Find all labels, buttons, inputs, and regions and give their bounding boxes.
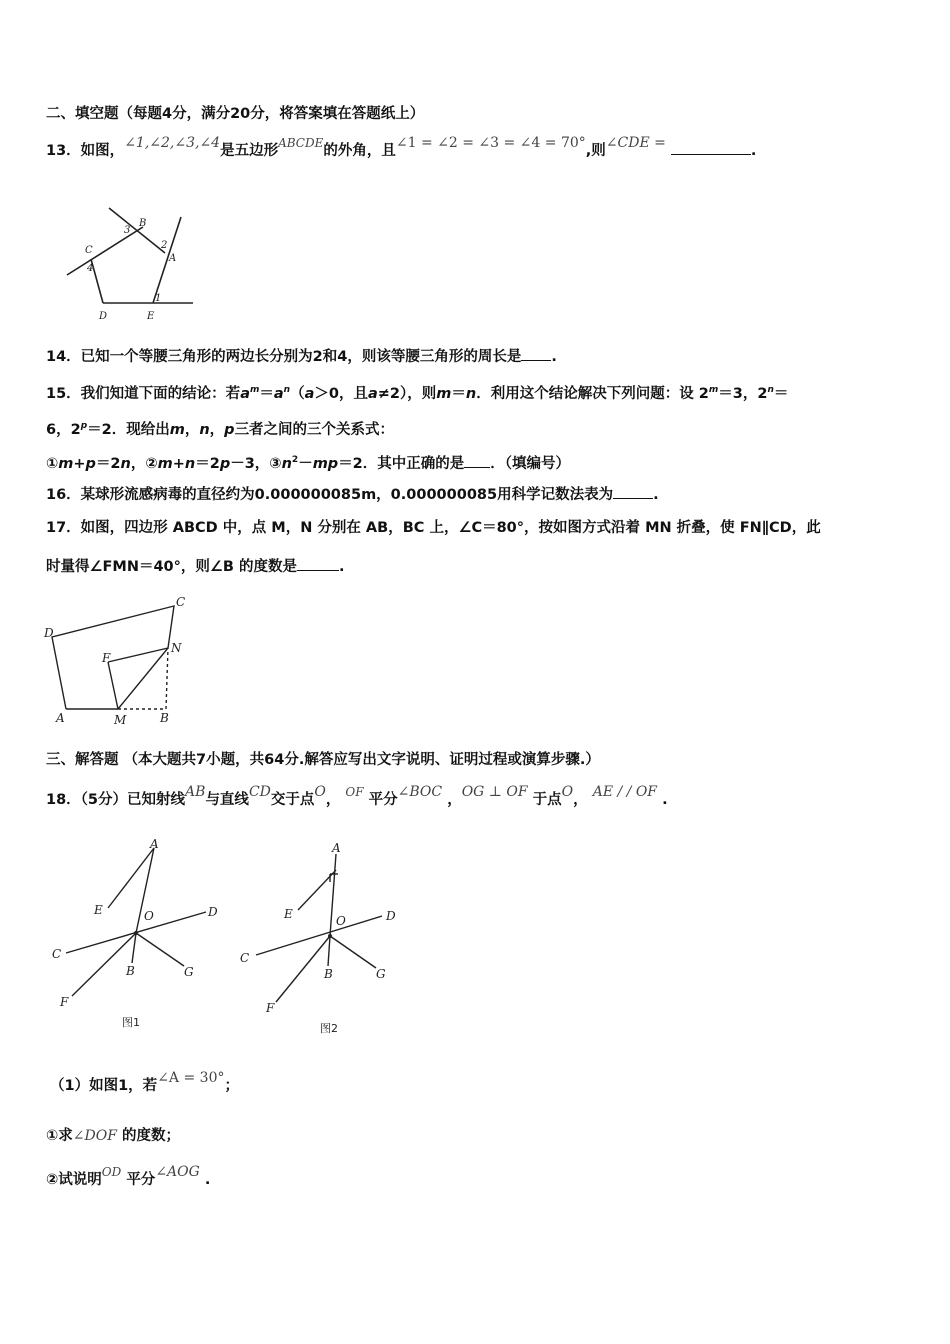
- q13-fig-label-3: 3: [124, 225, 131, 236]
- q17-fig-label-a: A: [56, 711, 65, 725]
- q15-text: 6，2: [46, 421, 81, 438]
- quadrilateral-figure: [42, 592, 202, 732]
- q18-fig1-label-o: O: [144, 909, 154, 923]
- q16-answer-blank[interactable]: [613, 484, 653, 499]
- q13-fig-label-d: D: [99, 311, 108, 322]
- q18-text-part: ，: [325, 792, 341, 808]
- q15-text: －3，③: [230, 455, 282, 472]
- q18-math: O: [561, 784, 574, 800]
- q15-var: p: [219, 455, 231, 472]
- q15-text: ＝2．现给出: [87, 421, 170, 438]
- q15-var: a: [273, 385, 284, 402]
- q15-text: ＝: [451, 385, 466, 402]
- q18-fig1-label-f: F: [60, 995, 69, 1009]
- q13-ask: ,则: [585, 143, 606, 159]
- q15-var: m: [58, 455, 74, 472]
- q15-text: ＝: [259, 385, 274, 402]
- q18-fig2-label-a: A: [332, 841, 341, 855]
- q15-text: －: [298, 455, 313, 472]
- q15-text: ＝2: [95, 455, 121, 472]
- q13-fig-label-c: C: [85, 245, 93, 256]
- q15-text: ＝: [773, 385, 789, 402]
- q14-answer-blank[interactable]: [521, 346, 551, 361]
- q15-var: n: [184, 455, 196, 472]
- q18-sub2-math: OD: [101, 1165, 122, 1179]
- q18-math: OG ⊥ OF: [461, 784, 528, 800]
- q17-end: .: [339, 559, 345, 575]
- q18-fig2-label-b: B: [324, 967, 333, 981]
- pentagon-figure: [55, 195, 205, 325]
- q18-text: [46, 784, 668, 810]
- q13-answer-blank[interactable]: [671, 140, 751, 155]
- q18-text-part: 于点: [532, 792, 562, 808]
- q18-text-part: ，: [447, 792, 462, 808]
- q15-line2: [46, 416, 394, 440]
- q15-text: ．（填编号）: [490, 455, 571, 472]
- q15-sup: m: [708, 385, 719, 395]
- section3-heading: 三、解答题 （本大题共7小题，共64分.解答应写出文字说明、证明过程或演算步骤.）: [46, 752, 600, 768]
- q15-sup: p: [80, 421, 88, 431]
- q18-text-part: ，: [573, 792, 588, 808]
- q15-text: 三者之间的三个关系式：: [234, 421, 395, 438]
- q15-text: ，: [184, 421, 200, 438]
- q15-var: m: [169, 421, 185, 438]
- q18-fig2-label-d: D: [386, 909, 396, 923]
- q18-text-part: 18．（5分）已知射线: [46, 792, 186, 808]
- q14-question: 14．已知一个等腰三角形的两边长分别为2和4，则该等腰三角形的周长是: [46, 349, 522, 365]
- q17-fig-label-n: N: [171, 641, 182, 655]
- q13-fig-label-b: B: [139, 218, 147, 229]
- q18-figure-1: [46, 836, 236, 1036]
- q17-fig-label-b: B: [160, 711, 169, 725]
- q18-part1-math: ∠A = 30°: [157, 1070, 225, 1086]
- q18-sub1: [46, 1126, 180, 1146]
- q13-mid2: 的外角，且: [323, 143, 396, 159]
- q15-text: ＞0，且: [314, 385, 368, 402]
- q15-var: p: [85, 455, 96, 472]
- q15-text: ＝2: [195, 455, 220, 472]
- q16-text: [46, 484, 659, 505]
- q13-fig-label-2: 2: [161, 240, 168, 251]
- q15-text: ＝3，2: [718, 385, 768, 402]
- q15-var: m: [157, 455, 173, 472]
- q18-sub2-text: 平分: [126, 1172, 156, 1188]
- q15-text: ①: [46, 455, 59, 472]
- q17-fig-label-c: C: [176, 595, 186, 609]
- q15-answer-blank[interactable]: [464, 453, 490, 468]
- q15-text: 15．我们知道下面的结论：若: [46, 385, 241, 402]
- q13-num: 13．如图，: [46, 143, 125, 159]
- q18-sub2-text: ②试说明: [46, 1172, 102, 1188]
- q18-fig1-caption: 图1: [122, 1016, 140, 1029]
- q18-math: ∠BOC: [397, 784, 443, 800]
- q18-part1: [50, 1070, 239, 1096]
- q15-var: n: [281, 455, 292, 472]
- q15-text: ．利用这个结论解决下列问题：设 2: [476, 385, 709, 402]
- q13-text: [46, 135, 757, 161]
- q18-math: OF: [345, 785, 364, 799]
- q18-sub2-text: .: [204, 1172, 211, 1188]
- q15-var: n: [199, 421, 210, 438]
- q13-angles: ∠1,∠2,∠3,∠4: [124, 135, 221, 151]
- q18-part1-text: ；: [224, 1078, 239, 1094]
- q18-text-part: 与直线: [205, 792, 249, 808]
- q14-text: [46, 346, 557, 367]
- q15-var: m: [436, 385, 452, 402]
- q15-line1: [46, 380, 788, 404]
- q15-var: a: [367, 385, 378, 402]
- q18-fig1-label-b: B: [126, 964, 135, 978]
- q15-text: +: [73, 455, 86, 472]
- q18-sub2: [46, 1164, 211, 1190]
- q15-text: +: [172, 455, 185, 472]
- q18-math: O: [314, 784, 326, 800]
- q18-math: AB: [185, 784, 206, 800]
- q15-var: a: [240, 385, 250, 402]
- section2-heading: 二、填空题（每题4分，满分20分，将答案填在答题纸上）: [46, 106, 425, 122]
- q15-text: ，: [209, 421, 225, 438]
- q13-fig-label-4: 4: [87, 263, 94, 274]
- q16-question: 16．某球形流感病毒的直径约为0.000000085m，0.000000085用科学记数法表为: [46, 487, 614, 503]
- q18-sub1-math: ∠DOF: [72, 1128, 117, 1144]
- q15-var: n: [120, 455, 131, 472]
- q13-fig-label-a: A: [169, 253, 177, 264]
- q13-cond: ∠1 = ∠2 = ∠3 = ∠4 = 70°: [395, 135, 586, 151]
- q18-sub2-math: ∠AOG: [155, 1164, 200, 1180]
- q18-fig1-label-a: A: [150, 837, 159, 851]
- q15-sup: 2: [291, 455, 299, 465]
- q15-sup: n: [767, 385, 774, 395]
- q13-poly: ABCDE: [278, 136, 324, 150]
- q15-text: ≠2），则: [377, 385, 437, 402]
- q17-answer-blank[interactable]: [297, 556, 339, 571]
- q15-line3: [46, 450, 570, 474]
- q18-fig2-label-c: C: [240, 951, 250, 965]
- q17-line1: 17．如图，四边形 ABCD 中，点 M，N 分别在 AB，BC 上，∠C＝80°，按如图方式沿着 MN 折叠，使 FN∥CD，此: [46, 520, 821, 536]
- q18-part1-text: （1）如图1，若: [50, 1078, 158, 1094]
- q18-fig1-label-d: D: [208, 905, 218, 919]
- q17-line2: [46, 556, 345, 577]
- q18-figure-2: [232, 840, 412, 1040]
- q17-fig-label-d: D: [44, 626, 54, 640]
- q15-var: a: [304, 385, 315, 402]
- q18-fig2-label-o: O: [336, 914, 346, 928]
- q15-text: ，②: [130, 455, 158, 472]
- q15-var: mp: [312, 455, 339, 472]
- q18-math: AE / / OF: [592, 784, 658, 800]
- q13-fig-label-1: 1: [155, 293, 162, 304]
- q18-sub1-text: ①求: [46, 1128, 73, 1144]
- q18-fig1-label-e: E: [94, 903, 103, 917]
- q18-text-part: 平分: [368, 792, 398, 808]
- q18-text-part: .: [662, 792, 668, 808]
- q17-fig-label-m: M: [114, 713, 127, 727]
- q13-fig-label-e: E: [147, 311, 155, 322]
- q18-fig1-label-g: G: [184, 965, 194, 979]
- q18-fig2-caption: 图2: [320, 1022, 338, 1035]
- q18-sub1-text: 的度数；: [122, 1128, 180, 1144]
- q18-fig2-label-g: G: [376, 967, 386, 981]
- q17-question: 时量得∠FMN＝40°，则∠B 的度数是: [46, 559, 297, 575]
- q15-text: （: [290, 385, 305, 402]
- q16-end: .: [653, 487, 659, 503]
- q18-fig1-label-c: C: [52, 947, 62, 961]
- q14-end: .: [551, 349, 557, 365]
- q13-target: ∠CDE =: [605, 135, 666, 151]
- q15-var: n: [465, 385, 477, 402]
- q18-math: CD: [248, 784, 271, 800]
- q13-end: .: [750, 143, 757, 159]
- q18-fig2-label-f: F: [266, 1001, 275, 1015]
- q15-sup: n: [283, 385, 291, 395]
- q13-mid: 是五边形: [220, 143, 279, 159]
- q15-var: p: [224, 421, 235, 438]
- q15-sup: m: [249, 385, 260, 395]
- q18-text-part: 交于点: [270, 792, 315, 808]
- q18-fig2-label-e: E: [284, 907, 293, 921]
- q17-fig-label-f: F: [102, 651, 111, 665]
- q15-text: ＝2．其中正确的是: [338, 455, 465, 472]
